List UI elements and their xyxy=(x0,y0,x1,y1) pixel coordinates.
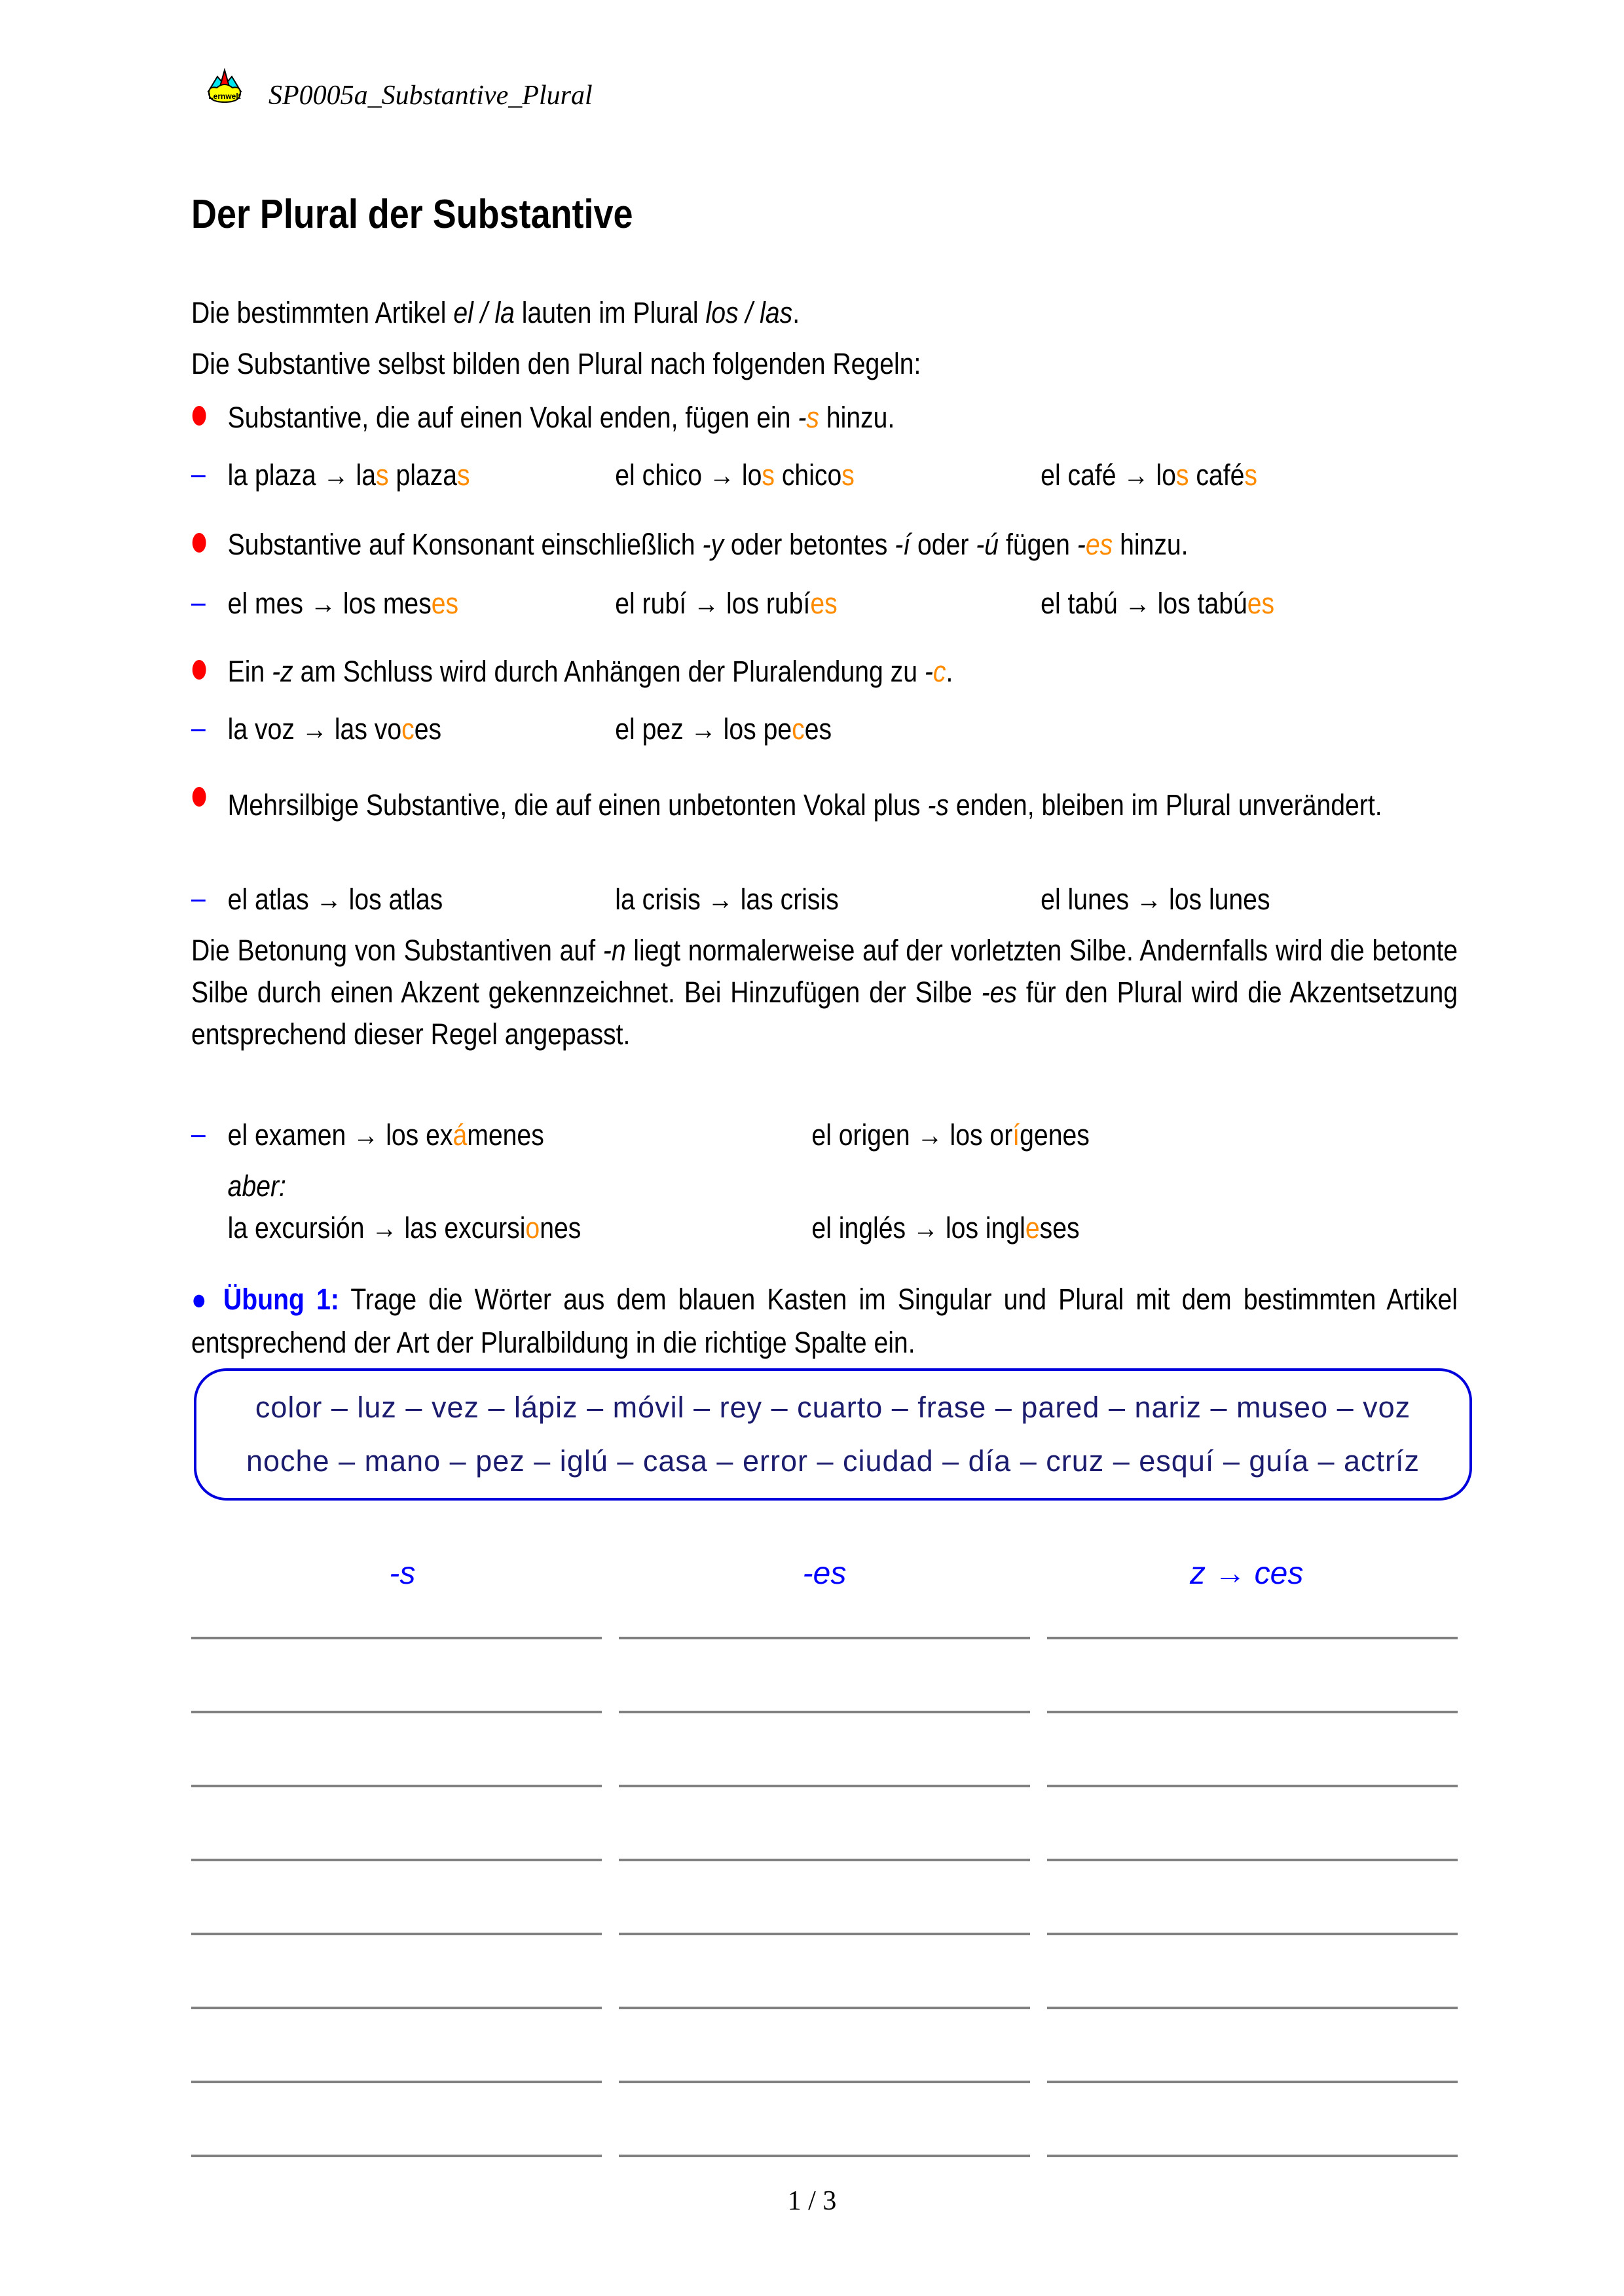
answer-line xyxy=(1047,1711,1458,1713)
example-item xyxy=(1041,458,1458,492)
answer-line-row xyxy=(191,1933,1458,1935)
text-segment: c xyxy=(792,712,805,746)
text-segment: am Schluss wird durch Anhängen der Pluralendung zu xyxy=(293,655,925,688)
example-item xyxy=(228,1118,812,1152)
rule-1 xyxy=(191,401,1458,435)
text-segment: es xyxy=(810,587,838,620)
text-segment: o xyxy=(525,1211,540,1245)
answer-line-row xyxy=(191,2155,1458,2157)
text-segment: la crisis → las crisis xyxy=(615,883,839,916)
text-segment: oder betontes xyxy=(724,528,895,561)
text-segment: genes xyxy=(1020,1118,1090,1152)
answer-line xyxy=(619,1711,1029,1713)
bullet-icon xyxy=(193,660,206,680)
example-item xyxy=(228,1211,812,1245)
logo-text: Lernwelt xyxy=(208,92,241,101)
text-segment: s xyxy=(1244,458,1257,492)
text-segment: c xyxy=(932,655,946,688)
dash-icon: – xyxy=(191,457,206,490)
exercise-label: Übung 1: xyxy=(223,1283,339,1316)
answer-line xyxy=(191,2007,602,2009)
answer-line xyxy=(619,2007,1029,2009)
rule-2 xyxy=(191,528,1458,562)
dash-icon: – xyxy=(191,711,206,744)
text-segment: el examen → los ex xyxy=(227,1118,453,1152)
text-segment: . xyxy=(946,655,953,688)
dash-icon: – xyxy=(191,585,206,619)
example-item xyxy=(615,712,1041,746)
text-segment: s xyxy=(841,458,855,492)
text-segment: e xyxy=(1025,1211,1040,1245)
text-segment: el tabú → los tabú xyxy=(1041,587,1247,620)
text-segment: el chico → lo xyxy=(615,458,762,492)
text-segment: -s xyxy=(927,788,949,822)
answer-line xyxy=(191,2081,602,2083)
answer-line-row xyxy=(191,2081,1458,2083)
answer-line xyxy=(191,1859,602,1861)
text-segment: es xyxy=(414,712,442,746)
text-segment: el inglés → los ingl xyxy=(811,1211,1025,1245)
page-title: Der Plural der Substantive xyxy=(191,192,633,237)
bullet-icon xyxy=(193,533,206,553)
answer-line xyxy=(619,1933,1029,1935)
answer-line xyxy=(191,2155,602,2157)
exercise-instruction xyxy=(191,1278,1458,1364)
answer-line-row xyxy=(191,2007,1458,2009)
text-segment: s xyxy=(376,458,389,492)
text-segment: café xyxy=(1189,458,1245,492)
text-segment: lauten im Plural xyxy=(514,296,706,329)
text-segment: hinzu. xyxy=(1113,528,1189,561)
text-segment: c xyxy=(401,712,415,746)
column-header-s: -s xyxy=(389,1556,416,1591)
text-segment: es xyxy=(804,712,832,746)
text-segment: enden, bleiben im Plural unverändert. xyxy=(948,788,1382,822)
example-item xyxy=(615,458,1041,492)
text-segment: -í xyxy=(895,528,911,561)
page-number: 1 / 3 xyxy=(787,2186,837,2216)
text-segment: menes xyxy=(467,1118,544,1152)
text-segment: liegt normalerweise auf der vorletzten Silbe. Andernfalls wird die betonte Silbe durch einen Akzent gekennzeichnet. Bei Hinzufügen der Silbe xyxy=(191,934,1458,1009)
answer-line xyxy=(191,1933,602,1935)
column-header-es: -es xyxy=(802,1556,847,1591)
lernwelt-logo xyxy=(206,68,244,107)
text-segment: s xyxy=(457,458,470,492)
answer-line-row xyxy=(191,1859,1458,1861)
column-header-z-ces: z → ces xyxy=(1189,1556,1304,1591)
text-segment: la excursión → las excursi xyxy=(227,1211,526,1245)
text-segment: -y xyxy=(702,528,724,561)
text-segment: -es xyxy=(981,975,1017,1009)
text-segment: el mes → los mes xyxy=(227,587,432,620)
text-segment: Substantive auf Konsonant einschließlich xyxy=(227,528,703,561)
text-segment: es xyxy=(431,587,459,620)
text-segment: el / la xyxy=(453,296,515,329)
text-segment: la plaza → la xyxy=(227,458,377,492)
intro-line-2: Die Substantive selbst bilden den Plural nach folgenden Regeln: xyxy=(191,347,921,380)
document-filename: SP0005a_Substantive_Plural xyxy=(268,81,593,111)
accent-examples-row-1 xyxy=(191,1118,1458,1152)
text-segment: Mehrsilbige Substantive, die auf einen unbetonten Vokal plus xyxy=(227,788,928,822)
text-segment: oder xyxy=(910,528,976,561)
example-item xyxy=(615,587,1041,621)
text-segment: - xyxy=(1077,528,1086,561)
intro-line-1 xyxy=(191,296,1458,330)
dash-icon: – xyxy=(191,1117,206,1150)
text-segment: s xyxy=(762,458,775,492)
text-segment: el rubí → los rubí xyxy=(615,587,811,620)
example-item xyxy=(228,712,616,746)
word-box xyxy=(194,1368,1472,1501)
answer-line xyxy=(1047,2081,1458,2083)
text-segment: el lunes → los lunes xyxy=(1041,883,1270,916)
text-segment: -ú xyxy=(976,528,999,561)
answer-line xyxy=(619,1637,1029,1639)
example-item xyxy=(1041,883,1458,917)
rule-2-examples xyxy=(191,587,1458,621)
example-item xyxy=(811,1211,1458,1245)
word-box-line-2: noche – mano – pez – iglú – casa – error – ciudad – día – cruz – esquí – guía – actríz xyxy=(246,1444,1420,1478)
text-segment: ses xyxy=(1039,1211,1080,1245)
text-segment: nes xyxy=(540,1211,581,1245)
example-item xyxy=(1041,587,1458,621)
answer-line xyxy=(619,2155,1029,2157)
text-segment: - xyxy=(924,655,933,688)
text-segment: á xyxy=(452,1118,468,1152)
column-headers xyxy=(191,1556,1458,1592)
text-segment: . xyxy=(792,296,800,329)
text-segment: chico xyxy=(774,458,842,492)
rule-1-examples xyxy=(191,458,1458,492)
text-segment: Ein xyxy=(227,655,272,688)
example-item xyxy=(811,1118,1458,1152)
exercise-bullet-icon: ● xyxy=(191,1283,212,1316)
rule-3-text xyxy=(228,655,953,688)
text-segment: s xyxy=(806,401,819,434)
text-segment: hinzu. xyxy=(819,401,895,434)
answer-line-row xyxy=(191,1637,1458,1639)
text-segment: es xyxy=(1247,587,1275,620)
word-box-line-1: color – luz – vez – lápiz – móvil – rey – cuarto – frase – pared – nariz – museo – voz xyxy=(255,1391,1411,1424)
text-segment: el atlas → los atlas xyxy=(227,883,443,916)
answer-line xyxy=(1047,1785,1458,1787)
answer-line xyxy=(1047,1933,1458,1935)
answer-line-row xyxy=(191,1711,1458,1713)
example-item xyxy=(228,587,616,621)
rule-4-examples xyxy=(191,883,1458,917)
text-segment: s xyxy=(1175,458,1189,492)
text-segment: el café → lo xyxy=(1041,458,1176,492)
text-segment: Die bestimmten Artikel xyxy=(191,296,454,329)
text-segment: -z xyxy=(272,655,293,688)
text-segment: Substantive, die auf einen Vokal enden, fügen ein xyxy=(227,401,798,434)
answer-line-row xyxy=(191,1785,1458,1787)
text-segment: -n xyxy=(602,934,626,967)
answer-line xyxy=(619,2081,1029,2083)
bullet-icon xyxy=(193,787,206,807)
text-segment: Die Betonung von Substantiven auf xyxy=(191,934,603,967)
text-segment: í xyxy=(1012,1118,1020,1152)
rule-2-text xyxy=(228,528,1189,561)
answer-line xyxy=(619,1785,1029,1787)
dash-icon: – xyxy=(191,881,206,915)
rule-4-text xyxy=(228,788,1382,822)
text-segment: - xyxy=(798,401,807,434)
example-item xyxy=(228,883,616,917)
rule-4 xyxy=(191,782,1458,828)
example-item xyxy=(615,883,1041,917)
accent-examples-row-2 xyxy=(191,1211,1458,1245)
bullet-icon xyxy=(193,406,206,426)
text-segment: el origen → los or xyxy=(811,1118,1013,1152)
answer-line xyxy=(191,1637,602,1639)
answer-line xyxy=(1047,2007,1458,2009)
answer-line xyxy=(619,1859,1029,1861)
stress-note xyxy=(191,930,1458,1055)
answer-line xyxy=(1047,1859,1458,1861)
answer-line-grid xyxy=(191,1637,1458,2157)
rule-3-examples xyxy=(191,712,1458,746)
text-segment: la voz → las vo xyxy=(227,712,402,746)
aber-label: aber: xyxy=(227,1169,286,1203)
exercise-text: Trage die Wörter aus dem blauen Kasten im Singular und Plural mit dem bestimmten Artikel entsprechend der Art der Pluralbildung in die richtige Spalte ein. xyxy=(191,1283,1458,1359)
rule-3 xyxy=(191,655,1458,689)
answer-line xyxy=(191,1785,602,1787)
text-segment: für den Plural wird die Akzentsetzung entsprechend dieser Regel angepasst. xyxy=(191,975,1458,1051)
text-segment: plaza xyxy=(388,458,458,492)
text-segment: los / las xyxy=(705,296,793,329)
answer-line xyxy=(1047,2155,1458,2157)
text-segment: es xyxy=(1085,528,1113,561)
answer-line xyxy=(1047,1637,1458,1639)
example-item xyxy=(228,458,616,492)
text-segment: el pez → los pe xyxy=(615,712,792,746)
rule-1-text xyxy=(228,401,895,434)
text-segment: fügen xyxy=(999,528,1077,561)
answer-line xyxy=(191,1711,602,1713)
